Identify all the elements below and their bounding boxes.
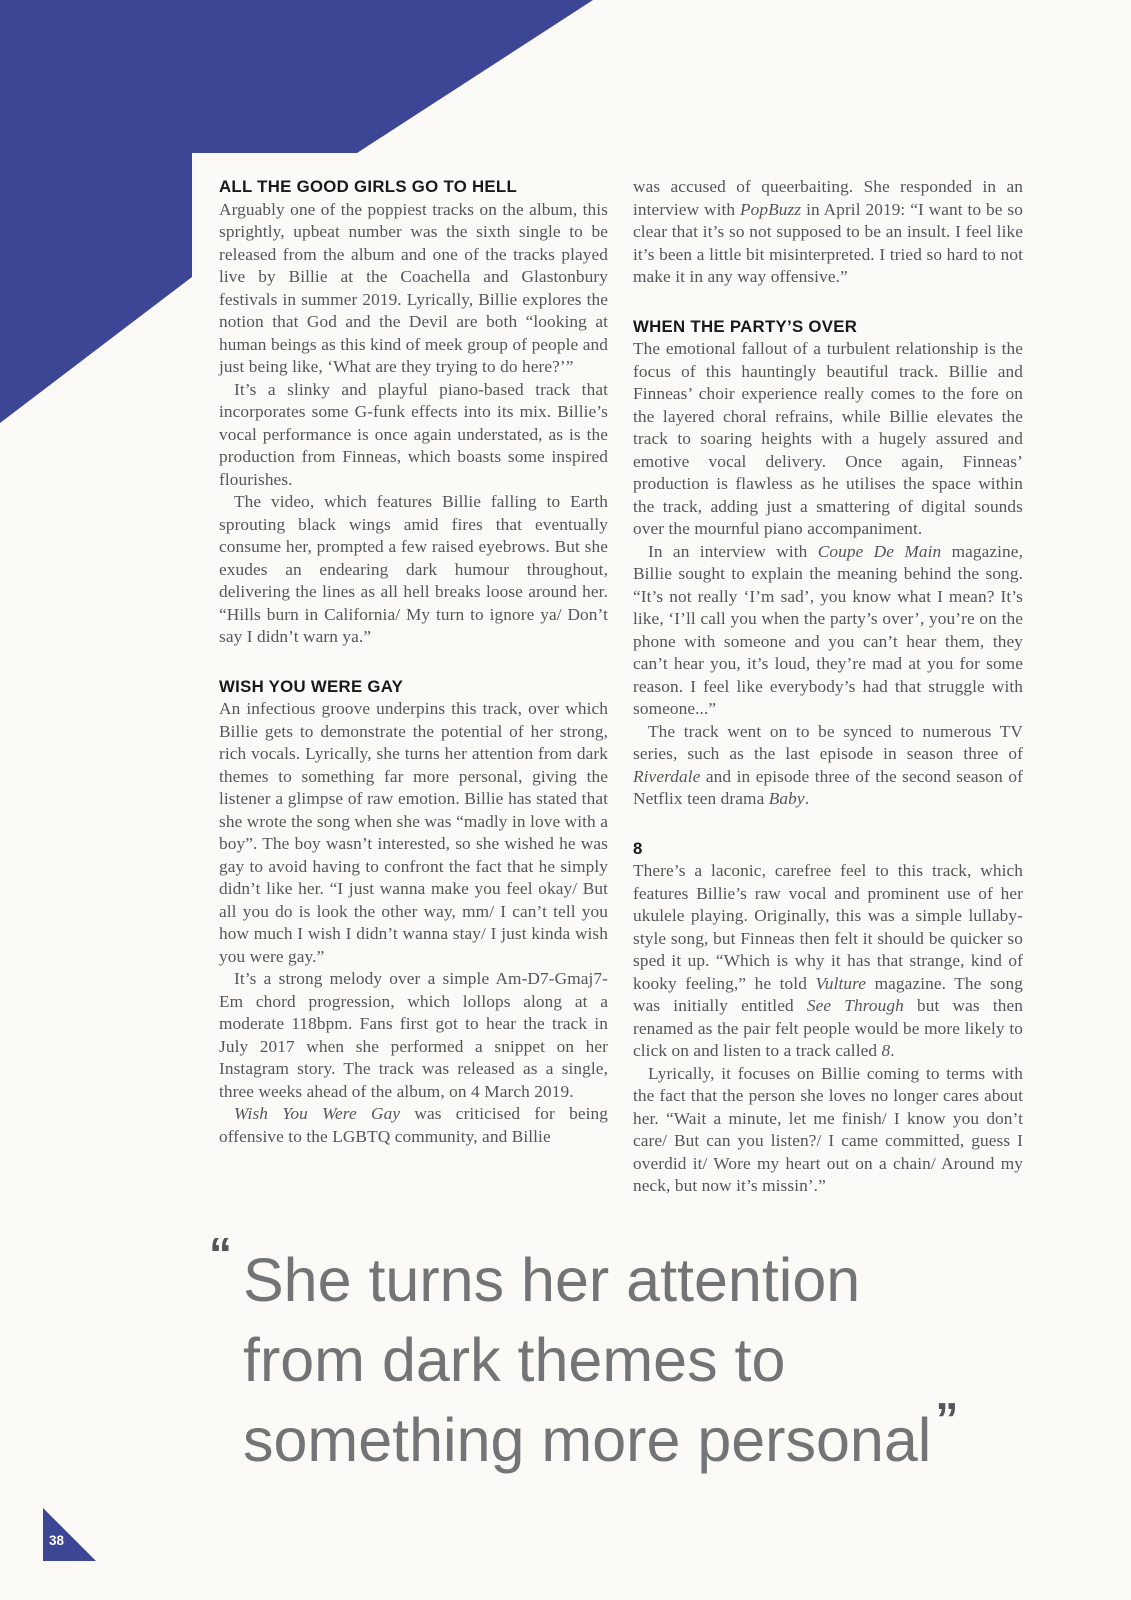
body-paragraph (219, 1103, 608, 1148)
body-paragraph (219, 491, 608, 649)
text-run: and in episode three of the second season of Netflix teen drama (633, 766, 1023, 808)
italic-text-run: Coupe De Main (817, 541, 942, 561)
pull-quote-text: from dark themes to (243, 1326, 786, 1394)
text-run: magazine. The song was initially entitled (633, 973, 1023, 1015)
text-run: It’s a slinky and playful piano-based track that incorporates some G-funk effects into its mix. Billie’s vocal performance is once again understated, as is the production from Finneas, which boasts some inspired flourishes. (219, 379, 608, 489)
body-paragraph (633, 1063, 1023, 1198)
italic-text-run: 8 (881, 1041, 891, 1060)
text-run: . (890, 1041, 895, 1060)
text-run: The track went on to be synced to numerous TV series, such as the last episode in season three of (633, 721, 1023, 763)
italic-text-run: Riverdale (633, 766, 701, 786)
body-paragraph (219, 968, 608, 1103)
pull-quote-text: She turns her attention (243, 1246, 861, 1314)
text-run: . (804, 789, 810, 808)
italic-text-run: PopBuzz (740, 199, 802, 219)
body-paragraph (633, 721, 1023, 811)
pull-quote-line (243, 1393, 1073, 1485)
article-column-left (219, 176, 608, 1148)
text-run: was criticised for being offensive to the LGBTQ community, and Billie (219, 1104, 608, 1146)
italic-text-run: Baby (768, 789, 805, 808)
body-paragraph (633, 176, 1023, 289)
text-run: in April 2019: “I want to be so clear that it’s so not supposed to be an insult. I feel like it’s been a little bit misinterpreted. I tried so hard to not make it in any way offensive.” (633, 199, 1023, 286)
text-run: An infectious groove underpins this track, over which Billie gets to demonstrate the potential of her strong, rich vocals. Lyrically, she turns her attention from dark themes to something far more personal, giving the listener a glimpse of raw emotion. Billie has stated that she wrote the song when she was “madly in love with a boy”. The boy wasn’t interested, so she wished he was gay to avoid having to confront the fact that he simply didn’t like her. “I just wanna make you feel okay/ But all you do is look the other way, mm/ I can’t tell you how much I wish I didn’t wanna stay/ I just kinda wish you were gay.” (219, 699, 608, 966)
text-run: but was then renamed as the pair felt people would be more likely to click on and listen to a track called (633, 996, 1023, 1060)
pull-quote-text: something more personal (243, 1406, 932, 1474)
text-run: There’s a laconic, carefree feel to this track, which features Billie’s raw vocal and prominent use of her ukulele playing. Originally, this was a simple lullaby-style song, but Finneas then felt it should be quicker so sped it up. “Which is why it has that strange, kind of kooky feeling,” he told (633, 861, 1023, 993)
body-paragraph (219, 199, 608, 379)
section-heading: WISH YOU WERE GAY (219, 676, 404, 696)
article-column-right (633, 176, 1023, 1198)
text-run: It’s a strong melody over a simple Am-D7-Gmaj7-Em chord progression, which lollops along at a moderate 118bpm. Fans first got to hear the track in July 2017 when she performed a snippet on her Instagram story. The track was released as a single, three weeks ahead of the album, on 4 March 2019. (219, 969, 608, 1101)
body-paragraph (633, 541, 1023, 721)
page-number: 38 (49, 1533, 65, 1548)
pull-quote-line (209, 1228, 1073, 1320)
text-run: In an interview with (648, 541, 818, 561)
text-run: Lyrically, it focuses on Billie coming to terms with the fact that the person she loves no longer cares about her. “Wait a minute, let me finish/ I know you don’t care/ But can you listen?/ I came committed, guess I overdid it/ Wore my heart out on a chain/ Around my neck, but now it’s missin’.” (633, 1063, 1023, 1195)
section-heading: ALL THE GOOD GIRLS GO TO HELL (219, 177, 518, 196)
body-paragraph (633, 338, 1023, 541)
text-run: The emotional fallout of a turbulent relationship is the focus of this hauntingly beautiful track. Billie and Finneas’ choir experience really comes to the fore on the layered choral refrains, while Billie elevates the track to soaring heights with a hugely assured and emotive vocal delivery. Once again, Finneas’ production is flawless as he utilises the space within the track, adding just a smattering of digital sounds over the mournful piano accompaniment. (633, 339, 1023, 538)
body-paragraph (219, 698, 608, 968)
close-quote-mark: ” (935, 1393, 957, 1445)
italic-text-run: See Through (806, 996, 904, 1015)
text-run: The video, which features Billie falling to Earth sprouting black wings amid fires that eventually consume her, prompted a few raised eyebrows. But she exudes an endearing dark humour throughout, delivering the lines as all hell breaks loose around her. “Hills burn in California/ My turn to ignore ya/ Don’t say I didn’t warn ya.” (219, 492, 608, 646)
italic-text-run: Wish You Were Gay (234, 1104, 401, 1123)
section-heading: WHEN THE PARTY’S OVER (633, 316, 858, 336)
body-paragraph (219, 379, 608, 492)
italic-text-run: Vulture (815, 973, 867, 993)
body-paragraph (633, 860, 1023, 1063)
section-heading: 8 (633, 838, 643, 858)
text-run: Arguably one of the poppiest tracks on the album, this sprightly, upbeat number was the sixth single to be released from the album and one of the tracks played live by Billie at the Coachella and Glastonbury festivals in summer 2019. Lyrically, Billie explores the notion that God and the Devil are both “looking at human beings as this kind of meek group of people and just being like, ‘What are they trying to do here?’” (219, 199, 608, 376)
pull-quote (209, 1228, 1073, 1485)
open-quote-mark: “ (209, 1228, 230, 1280)
text-run: magazine, Billie sought to explain the meaning behind the song. “It’s not really ‘I’m sad’, you know what I mean? It’s like, ‘I’ll call you when the party’s over’, you’re on the phone with someone and you can’t hear them, they can’t hear you, it’s loud, they’re mad at you for some reason. I feel like everybody’s had that struggle with someone...” (633, 541, 1023, 718)
text-run: was accused of queerbaiting. She responded in an interview with (633, 177, 1023, 219)
